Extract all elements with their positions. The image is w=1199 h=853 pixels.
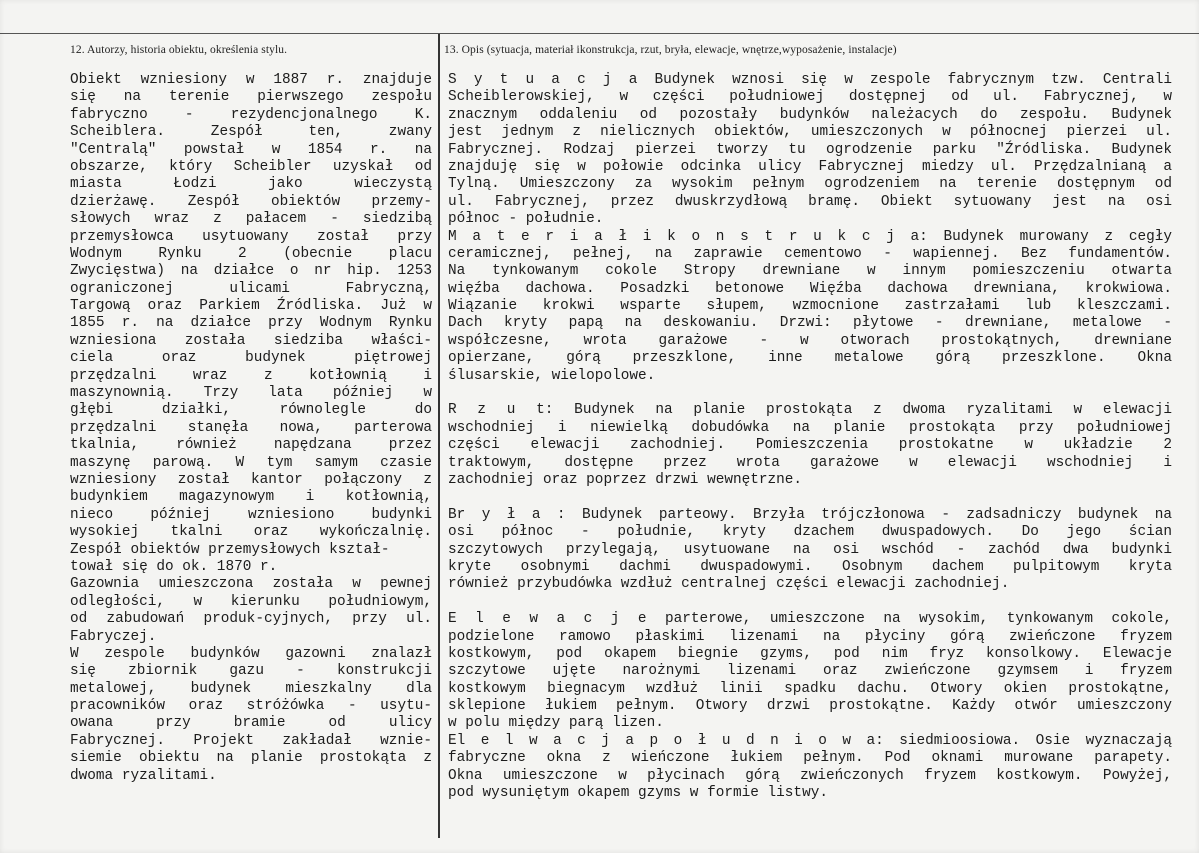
- text-line: znacznym oddaleniu od pozostały budynków należacych do zespołu. Budynek: [448, 106, 1172, 123]
- text-line: się na terenie pierwszego zespołu: [70, 89, 432, 106]
- text-line: wschodniej i niewielką dobudówka na planie prostokąta przy południowej: [448, 419, 1172, 436]
- text-line: słowych wraz z pałacem - siedzibą: [70, 211, 432, 228]
- text-line: fabryczno - rezydencjonalnego K.: [70, 106, 432, 123]
- text-line: Zwycięstwa) na działce o nr hip. 1253: [70, 263, 432, 280]
- text-line: R z u t: Budynek na planie prostokąta z dwoma ryzalitami w elewacji: [448, 402, 1172, 419]
- text-line: Dach kryty papą na deskowaniu. Drzwi: płytowe - drewniane, metalowe -: [448, 315, 1172, 332]
- text-line: odległości, w kierunku południowym,: [70, 593, 432, 610]
- text-line: Wiązanie krokwi wsparte słupem, wzmocnione zastrzałami lub kleszczami.: [448, 298, 1172, 315]
- text-line: Wodnym Rynku 2 (obecnie placu: [70, 245, 432, 262]
- text-line: Scheiblerowskiej, w części południowej dostępnej od ul. Fabrycznej, w: [448, 89, 1172, 106]
- text-line: ślusarskie, wielopolowe.: [448, 367, 656, 384]
- text-line: szczytowe ujęte narożnymi lizenami oraz zwieńczone gzymsem i fryzem: [448, 663, 1172, 680]
- paragraph-gap: [448, 385, 1172, 402]
- text-line: M a t e r i a ł i k o n s t r u k c j a: Budynek murowany z cegły: [448, 228, 1172, 245]
- text-line: S y t u a c j a Budynek wznosi się w zespole fabrycznym tzw. Centrali: [448, 72, 1172, 88]
- text-line: kostkowym, pod okapem biegnie gzyms, pod nim fryz konsolkowy. Elewacje: [448, 645, 1172, 662]
- text-line: przędzalni stanęła nowa, parterowa: [70, 419, 432, 436]
- text-line: wzniesiony został kantor połączony z: [70, 471, 432, 488]
- text-line: wysokiej tkalni oraz wykończalnię.: [70, 524, 432, 541]
- text-line: kostkowym biegnacym wzdłuż linii spadku dachu. Otwory okien prostokątne,: [448, 680, 1172, 697]
- text-line: traktowym, dostępne przez wrota garażowe w elewacji wschodniej i: [448, 454, 1172, 471]
- text-line: siemie obiektu na planie prostokąta z: [70, 750, 432, 767]
- text-line: dwoma ryzalitami.: [70, 767, 217, 784]
- text-line: od zabudowań produk-cyjnych, przy ul.: [70, 611, 432, 628]
- text-line: współczesne, wrota garażowe - w otworach prostokątnych, drewniane: [448, 332, 1172, 349]
- text-line: pod wysuniętym okapem gzyms w formie listwy.: [448, 785, 828, 802]
- text-line: nieco później wzniesiono budynki: [70, 506, 432, 523]
- text-line: sklepione łukiem pełnym. Otwory drzwi prostokątne. Każdy otwór umieszczony: [448, 698, 1172, 715]
- text-line: północ - południe.: [448, 211, 604, 228]
- text-line: się zbiornik gazu - konstrukcji: [70, 663, 432, 680]
- text-line: znajduję się w połowie odcinka ulicy Fabrycznej miedzy ul. Przędzalnianą a: [448, 158, 1172, 175]
- text-line: Targową oraz Parkiem Źródliska. Już w: [70, 298, 432, 315]
- text-line: "Centralą" powstał w 1854 r. na: [70, 141, 432, 158]
- text-line: Br y ł a : Budynek parteowy. Brzyła trójczłonowa - zadsadniczy budynek na: [448, 506, 1172, 523]
- text-line: Fabryczej.: [70, 628, 157, 645]
- section-13-heading: 13. Opis (sytuacja, materiał ikonstrukcja, rzut, bryła, elewacje, wnętrze,wyposażenie, instalacje): [444, 44, 897, 56]
- text-line: ciela oraz budynek piętrowej: [70, 350, 432, 367]
- paragraph-gap: [448, 594, 1172, 611]
- text-line: Zespół obiektów przemysłowych kształ-: [70, 541, 390, 558]
- text-line: tował się do ok. 1870 r.: [70, 558, 278, 575]
- text-line: dzierżawę. Zespół obiektów przemy-: [70, 193, 432, 210]
- text-line: ograniczonej ulicami Fabryczną,: [70, 280, 432, 297]
- text-line: El e l w a c j a p o ł u d n i o w a: siedmioosiowa. Osie wyznaczają: [448, 732, 1172, 749]
- text-line: również przybudówka wzdłuż centralnej części elewacji zachodniej.: [448, 576, 1010, 593]
- text-line: miasta Łodzi jako wieczystą: [70, 176, 432, 193]
- text-line: osi północ - południe, kryty dzachem dwuspadowych. Do jego ścian: [448, 524, 1172, 541]
- text-line: Fabrycznej. Projekt zakładał wznie-: [70, 732, 432, 749]
- text-line: ceramicznej, pełnej, na zaprawie cementowo - wapiennej. Bez fundamentów.: [448, 245, 1172, 262]
- header-rule: [0, 33, 1199, 34]
- text-line: Okna umieszczone w płycinach górą zwieńczonych fryzem kostkowym. Powyżej,: [448, 767, 1172, 784]
- text-line: opierzane, górą przeszklone, inne metalowe górą przeszklone. Okna: [448, 350, 1172, 367]
- text-line: szczytowych przylegają, usytuowane na osi wschód - zachód dwa budynki: [448, 541, 1172, 558]
- text-line: budynkiem magazynowym i kotłownią,: [70, 489, 432, 506]
- text-line: W zespole budynków gazowni znalazł: [70, 645, 432, 662]
- paragraph-gap: [448, 489, 1172, 506]
- text-line: Gazownia umieszczona została w pewnej: [70, 576, 432, 593]
- text-line: wzniesiona została siedziba właści-: [70, 332, 432, 349]
- text-line: Na tynkowanym cokole Stropy drewniane w innym pomieszczeniu otwarta: [448, 263, 1172, 280]
- text-line: przędzalni wraz z kotłownią i: [70, 367, 432, 384]
- text-line: ul. Fabrycznej, przez dwuskrzydłową bramę. Obiekt sytuowany jest na osi: [448, 193, 1172, 210]
- section-12-heading: 12. Autorzy, historia obiektu, określenia stylu.: [70, 44, 288, 56]
- text-line: maszynownią. Trzy lata później w: [70, 385, 432, 402]
- text-line: pracowników oraz stróżówka - usytu-: [70, 698, 432, 715]
- text-line: 1855 r. na działce przy Wodnym Rynku: [70, 315, 432, 332]
- text-line: przemysłowca usytuowany został przy: [70, 228, 432, 245]
- text-line: Fabrycznej. Rodzaj pierzei tworzy tu ogrodzenie parku "Źródliska. Budynek: [448, 141, 1172, 158]
- history-text-column: [70, 72, 432, 785]
- text-line: Tylną. Umieszczony za wysokim pełnym ogrodzeniem na terenie dostępnym od: [448, 176, 1172, 193]
- text-line: podzielone ramowo płaskimi lizenami na płyciny górą zwieńczone fryzem: [448, 628, 1172, 645]
- description-text-column: [448, 72, 1172, 802]
- text-line: metalowej, budynek mieszkalny dla: [70, 680, 432, 697]
- text-line: E l e w a c j e parterowe, umieszczone na wysokim, tynkowanym cokole,: [448, 611, 1172, 628]
- text-line: zachodniej oraz poprzez drzwi wewnętrzne.: [448, 471, 803, 488]
- text-line: Obiekt wzniesiony w 1887 r. znajduje: [70, 72, 432, 88]
- text-line: maszynę parową. W tym samym czasie: [70, 454, 432, 471]
- text-line: części elewacji zachodniej. Pomieszczenia prostokatne w układzie 2: [448, 437, 1172, 454]
- text-line: głębi działki, równolegle do: [70, 402, 432, 419]
- text-line: fabryczne okna z wieńczone łukiem pełnym. Pod oknami murowane parapety.: [448, 750, 1172, 767]
- text-line: Scheiblera. Zespół ten, zwany: [70, 124, 432, 141]
- text-line: w polu między parą lizen.: [448, 715, 664, 732]
- text-line: owana przy bramie od ulicy: [70, 715, 432, 732]
- text-line: obszarze, który Scheibler uzyskał od: [70, 158, 432, 175]
- text-line: jest jednym z nielicznych obiektów, umieszczonych w północnej pierzei ul.: [448, 124, 1172, 141]
- text-line: więźba dachowa. Posadzki betonowe Więźba dachowa drewniana, krokwiowa.: [448, 280, 1172, 297]
- column-divider: [438, 34, 440, 838]
- text-line: kryte osobnymi dachmi dwuspadowymi. Osobnym dachem pulpitowym kryta: [448, 558, 1172, 575]
- text-line: tkalnia, również napędzana przez: [70, 437, 432, 454]
